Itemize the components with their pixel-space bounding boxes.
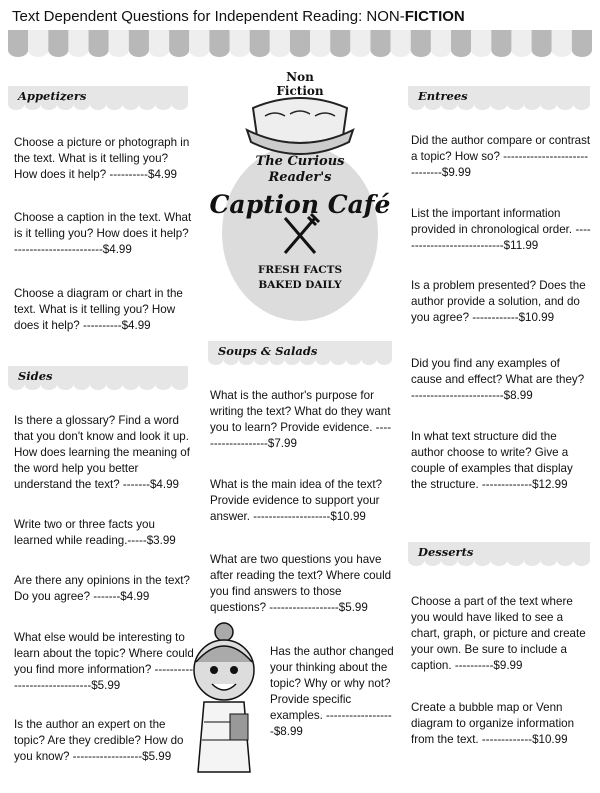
side-item: What else would be interesting to learn about the topic? Where could you find more information? ------------------------------$5.99: [14, 631, 194, 692]
sides-banner: [8, 366, 188, 392]
desserts-banner: [408, 542, 590, 568]
entree-item: Did you find any examples of cause and effect? What are they? ------------------------$8.99: [411, 357, 585, 402]
dessert-item: Choose a part of the text where you would have liked to see a chart, graph, or picture and create your own. Be sure to include a caption. ----------$9.99: [411, 595, 586, 672]
soup-item: What is the main idea of the text? Provide evidence to support your answer. --------------------$10.99: [210, 478, 383, 523]
entree-item: Did the author compare or contrast a topic? How so? ------------------------------$9.99: [411, 134, 591, 179]
entrees-banner: [408, 86, 590, 112]
entrees-heading: Entrees: [418, 89, 468, 103]
soups-banner: [208, 341, 392, 367]
appetizers-heading: Appetizers: [18, 89, 87, 103]
entree-item: Is a problem presented? Does the author provide a solution, and do you agree? ------------$10.99: [411, 279, 586, 324]
awning-decoration: [8, 30, 592, 58]
soups-heading: Soups & Salads: [218, 344, 318, 358]
logo-non: Non: [286, 70, 314, 84]
side-item: Write two or three facts you learned while reading.-----$3.99: [14, 518, 176, 547]
side-item: Is there a glossary? Find a word that you don't know and look it up. How does learning the meaning of the word help you better understand the text? -------$4.99: [14, 414, 190, 491]
appetizer-item: Choose a caption in the text. What is it telling you? How does it help? -----------------------$4.99: [14, 211, 192, 256]
side-item: Is the author an expert on the topic? Are they credible? How do you know? ------------------$5.99: [14, 718, 184, 763]
sides-heading: Sides: [18, 369, 53, 383]
logo-fiction: Fiction: [276, 84, 324, 98]
logo-tagline-2: BAKED DAILY: [258, 279, 342, 291]
logo-the-curious: The Curious: [255, 154, 345, 169]
entree-item: In what text structure did the author choose to write? Give a couple of examples that display the structure. -------------$12.99: [411, 430, 573, 491]
side-item: Are there any opinions in the text? Do you agree? -------$4.99: [14, 574, 190, 603]
appetizer-item: Choose a picture or photograph in the text. What is it telling you? How does it help? ----------$4.99: [14, 136, 190, 181]
dessert-item: Create a bubble map or Venn diagram to organize information from the text. -------------$10.99: [411, 701, 575, 746]
girl-reader-illustration: [186, 622, 266, 782]
caption-cafe-logo: [205, 68, 395, 323]
soup-item: What is the author's purpose for writing the text? What do they want you to learn? Provide evidence. -------------------$7.99: [210, 389, 392, 450]
appetizer-item: Choose a diagram or chart in the text. What is it telling you? How does it help? ----------$4.99: [14, 287, 183, 332]
logo-readers: Reader's: [268, 170, 332, 185]
logo-caption-cafe: Caption Café: [209, 190, 391, 219]
appetizers-banner: [8, 86, 188, 112]
soup-item: What are two questions you have after reading the text? Where could you find answers to those questions? ------------------$5.99: [210, 553, 392, 614]
desserts-heading: Desserts: [418, 545, 474, 559]
entree-item: List the important information provided in chronological order. ----------------------------$11.99: [411, 207, 591, 252]
page-title: Text Dependent Questions for Independent Reading: NON-FICTION: [12, 8, 465, 25]
logo-tagline-1: FRESH FACTS: [257, 264, 343, 276]
soup-item: Has the author changed your thinking about the topic? Why or why not? Provide specific examples. ------------------$8.99: [270, 645, 394, 738]
